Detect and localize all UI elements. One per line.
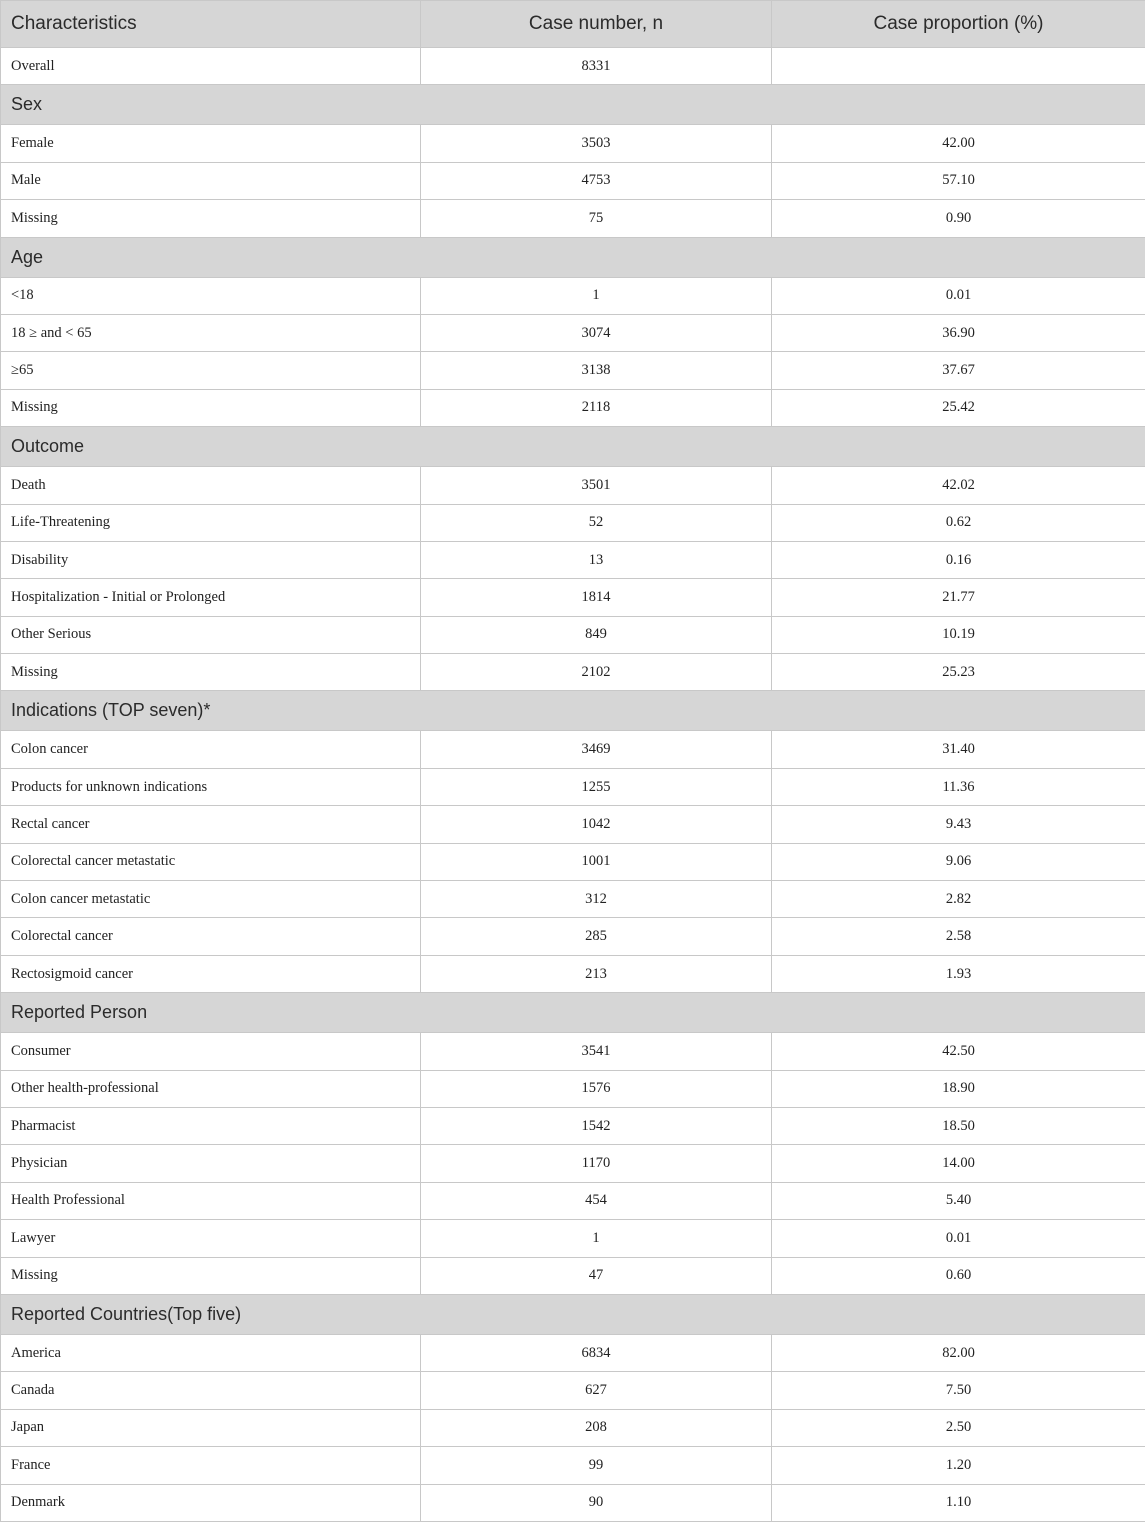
row-label: Male [1,162,421,199]
case-number-cell: 3541 [421,1033,772,1070]
row-label: Life-Threatening [1,504,421,541]
case-number-cell: 849 [421,616,772,653]
row-label: Lawyer [1,1220,421,1257]
case-proportion-cell: 10.19 [772,616,1145,653]
case-number-cell: 1576 [421,1070,772,1107]
section-label: Outcome [1,427,1145,467]
header-case-proportion: Case proportion (%) [772,1,1145,48]
case-proportion-cell: 0.60 [772,1257,1145,1294]
case-number-cell: 1 [421,277,772,314]
row-label: Other Serious [1,616,421,653]
table-row [1,541,1145,578]
table-row [1,1372,1145,1409]
row-label: Colorectal cancer metastatic [1,843,421,880]
row-label: Rectal cancer [1,806,421,843]
case-proportion-cell: 1.20 [772,1447,1145,1484]
case-number-cell: 75 [421,200,772,237]
table-row [1,314,1145,351]
table-row [1,768,1145,805]
case-number-cell: 208 [421,1409,772,1446]
section-row [1,1294,1145,1334]
section-label: Indications (TOP seven)* [1,691,1145,731]
table-row [1,1033,1145,1070]
table-row [1,1484,1145,1521]
table-row [1,1070,1145,1107]
table-header [1,1,1145,48]
case-number-cell: 3138 [421,352,772,389]
row-label: Colorectal cancer [1,918,421,955]
case-number-cell: 2102 [421,654,772,691]
table-row [1,654,1145,691]
row-label: Overall [1,48,421,85]
case-proportion-cell: 0.01 [772,1220,1145,1257]
section-row [1,85,1145,125]
case-proportion-cell: 0.62 [772,504,1145,541]
row-label: America [1,1334,421,1371]
case-proportion-cell: 9.43 [772,806,1145,843]
case-proportion-cell: 7.50 [772,1372,1145,1409]
section-label: Sex [1,85,1145,125]
table-row [1,125,1145,162]
case-number-cell: 6834 [421,1334,772,1371]
table-row [1,955,1145,992]
section-label: Reported Countries(Top five) [1,1294,1145,1334]
case-number-cell: 3469 [421,731,772,768]
row-label: Physician [1,1145,421,1182]
case-number-cell: 1814 [421,579,772,616]
case-number-cell: 213 [421,955,772,992]
row-label: France [1,1447,421,1484]
table-row [1,731,1145,768]
row-label: Hospitalization - Initial or Prolonged [1,579,421,616]
row-label: Rectosigmoid cancer [1,955,421,992]
case-number-cell: 2118 [421,389,772,426]
case-number-cell: 627 [421,1372,772,1409]
case-number-cell: 47 [421,1257,772,1294]
table-row [1,918,1145,955]
row-label: Pharmacist [1,1107,421,1144]
case-number-cell: 99 [421,1447,772,1484]
row-label: Missing [1,654,421,691]
case-proportion-cell: 18.50 [772,1107,1145,1144]
case-proportion-cell: 42.02 [772,467,1145,504]
row-label: Missing [1,389,421,426]
section-row [1,993,1145,1033]
header-characteristics: Characteristics [1,1,421,48]
table-row [1,806,1145,843]
case-number-cell: 1255 [421,768,772,805]
table-row [1,1145,1145,1182]
case-proportion-cell: 14.00 [772,1145,1145,1182]
case-proportion-cell: 0.90 [772,200,1145,237]
case-proportion-cell: 5.40 [772,1182,1145,1219]
case-proportion-cell: 25.23 [772,654,1145,691]
table-row [1,162,1145,199]
row-label: Missing [1,1257,421,1294]
case-number-cell: 90 [421,1484,772,1521]
case-number-cell: 8331 [421,48,772,85]
section-label: Reported Person [1,993,1145,1033]
table-row [1,1107,1145,1144]
row-label: Missing [1,200,421,237]
case-proportion-cell: 36.90 [772,314,1145,351]
case-proportion-cell: 9.06 [772,843,1145,880]
case-proportion-cell: 57.10 [772,162,1145,199]
case-number-cell: 1170 [421,1145,772,1182]
row-label: Denmark [1,1484,421,1521]
row-label: Products for unknown indications [1,768,421,805]
case-number-cell: 1542 [421,1107,772,1144]
table-row [1,1334,1145,1371]
table-row [1,352,1145,389]
case-proportion-cell: 0.16 [772,541,1145,578]
table-row [1,1257,1145,1294]
table-row [1,881,1145,918]
row-label: Death [1,467,421,504]
case-number-cell: 1042 [421,806,772,843]
case-proportion-cell: 82.00 [772,1334,1145,1371]
case-number-cell: 52 [421,504,772,541]
row-label: <18 [1,277,421,314]
row-label: Health Professional [1,1182,421,1219]
case-proportion-cell: 2.50 [772,1409,1145,1446]
table-row [1,1447,1145,1484]
case-number-cell: 4753 [421,162,772,199]
table-row [1,504,1145,541]
table-row [1,467,1145,504]
case-proportion-cell: 21.77 [772,579,1145,616]
case-number-cell: 285 [421,918,772,955]
row-label: Canada [1,1372,421,1409]
row-label: Colon cancer [1,731,421,768]
row-label: Female [1,125,421,162]
case-proportion-cell: 18.90 [772,1070,1145,1107]
case-proportion-cell: 1.10 [772,1484,1145,1521]
case-number-cell: 1001 [421,843,772,880]
case-proportion-cell: 11.36 [772,768,1145,805]
table-row [1,1409,1145,1446]
table-row [1,389,1145,426]
header-row [1,1,1145,48]
case-proportion-cell: 25.42 [772,389,1145,426]
table-row [1,843,1145,880]
case-number-cell: 3074 [421,314,772,351]
row-label: Other health-professional [1,1070,421,1107]
case-number-cell: 13 [421,541,772,578]
case-proportion-cell: 1.93 [772,955,1145,992]
header-case-number: Case number, n [421,1,772,48]
case-number-cell: 3501 [421,467,772,504]
row-label: Japan [1,1409,421,1446]
case-proportion-cell: 0.01 [772,277,1145,314]
section-row [1,427,1145,467]
table-row [1,277,1145,314]
case-proportion-cell: 31.40 [772,731,1145,768]
case-number-cell: 1 [421,1220,772,1257]
section-label: Age [1,237,1145,277]
table-row [1,579,1145,616]
case-proportion-cell: 42.50 [772,1033,1145,1070]
row-label: Disability [1,541,421,578]
case-number-cell: 3503 [421,125,772,162]
case-number-cell: 312 [421,881,772,918]
case-number-cell: 454 [421,1182,772,1219]
row-label: Consumer [1,1033,421,1070]
case-proportion-cell: 37.67 [772,352,1145,389]
table-row [1,616,1145,653]
case-proportion-cell: 2.58 [772,918,1145,955]
section-row [1,691,1145,731]
row-label: 18 ≥ and < 65 [1,314,421,351]
case-proportion-cell: 2.82 [772,881,1145,918]
table-row [1,200,1145,237]
table-row [1,48,1145,85]
section-row [1,237,1145,277]
case-proportion-cell: 42.00 [772,125,1145,162]
table-body [1,48,1145,1522]
row-label: Colon cancer metastatic [1,881,421,918]
case-proportion-cell [772,48,1145,85]
row-label: ≥65 [1,352,421,389]
table-row [1,1220,1145,1257]
table-row [1,1182,1145,1219]
